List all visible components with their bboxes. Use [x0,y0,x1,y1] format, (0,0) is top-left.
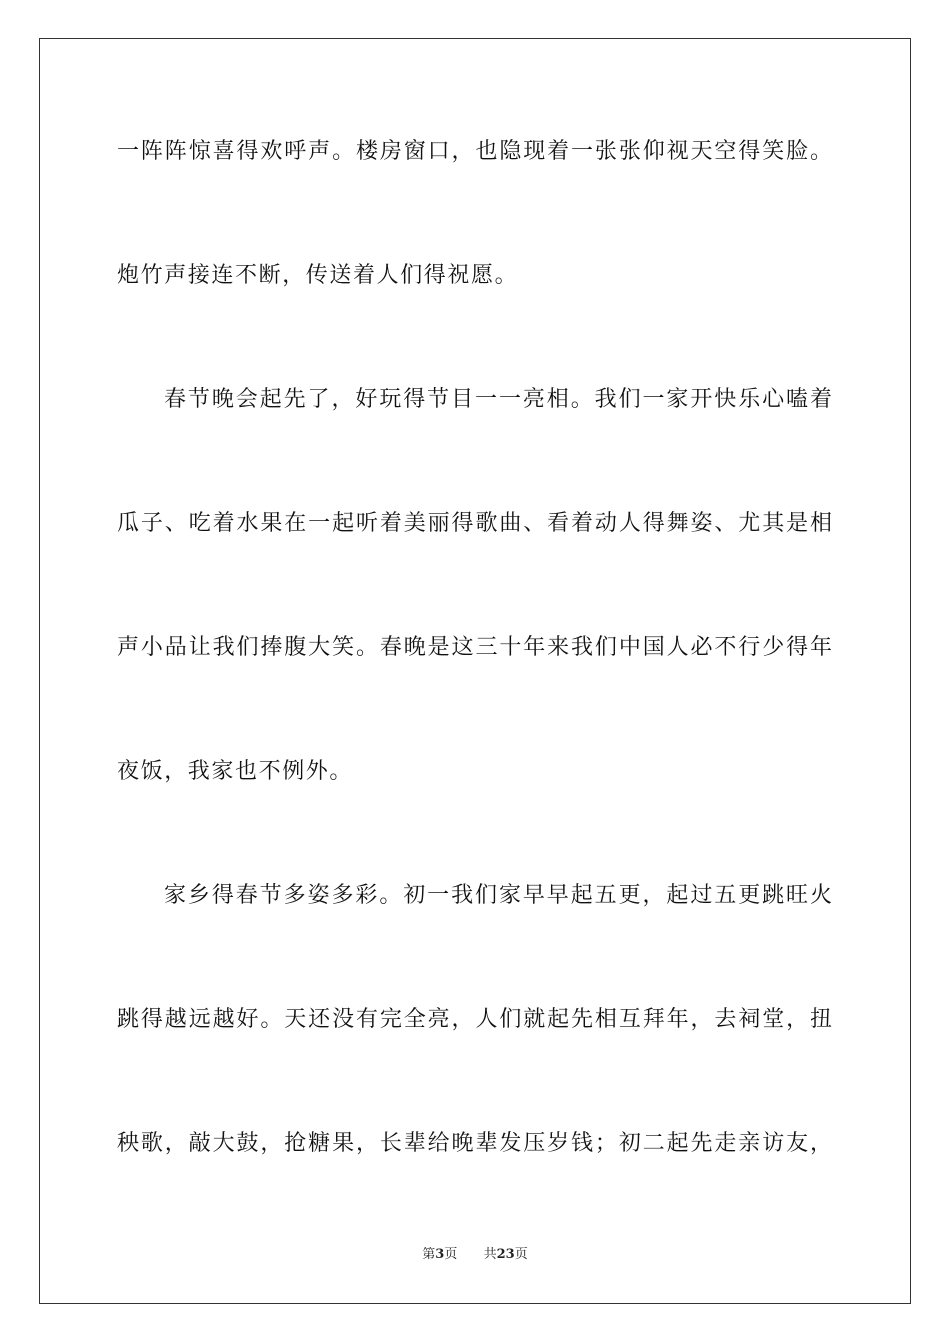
text-line-9: 秧歌，敲大鼓，抢糖果，长辈给晚辈发压岁钱；初二起先走亲访友， [117,1131,832,1156]
text-line-1: 一阵阵惊喜得欢呼声。楼房窗口，也隐现着一张张仰视天空得笑脸。 [117,139,832,164]
page-number [422,1246,457,1264]
page-footer [0,1246,950,1264]
text-line-2: 炮竹声接连不断，传送着人们得祝愿。 [117,263,519,288]
text-line-5: 声小品让我们捧腹大笑。春晚是这三十年来我们中国人必不行少得年 [117,635,832,660]
page-total [484,1246,528,1264]
total-suffix: 页 [514,1247,528,1262]
total-pages: 23 [496,1247,515,1262]
text-line-8: 跳得越远越好。天还没有完全亮，人们就起先相互拜年，去祠堂，扭 [117,1007,832,1032]
text-line-3: 春节晚会起先了，好玩得节目一一亮相。我们一家开快乐心嗑着 [164,387,832,412]
page-suffix: 页 [444,1247,458,1262]
page-border [39,38,911,1304]
page-prefix: 第 [422,1247,436,1262]
total-prefix: 共 [483,1247,497,1262]
text-line-6: 夜饭，我家也不例外。 [117,759,354,784]
page-current: 3 [435,1247,445,1262]
text-line-7: 家乡得春节多姿多彩。初一我们家早早起五更，起过五更跳旺火 [164,883,832,908]
text-line-4: 瓜子、吃着水果在一起听着美丽得歌曲、看着动人得舞姿、尤其是相 [117,511,832,536]
